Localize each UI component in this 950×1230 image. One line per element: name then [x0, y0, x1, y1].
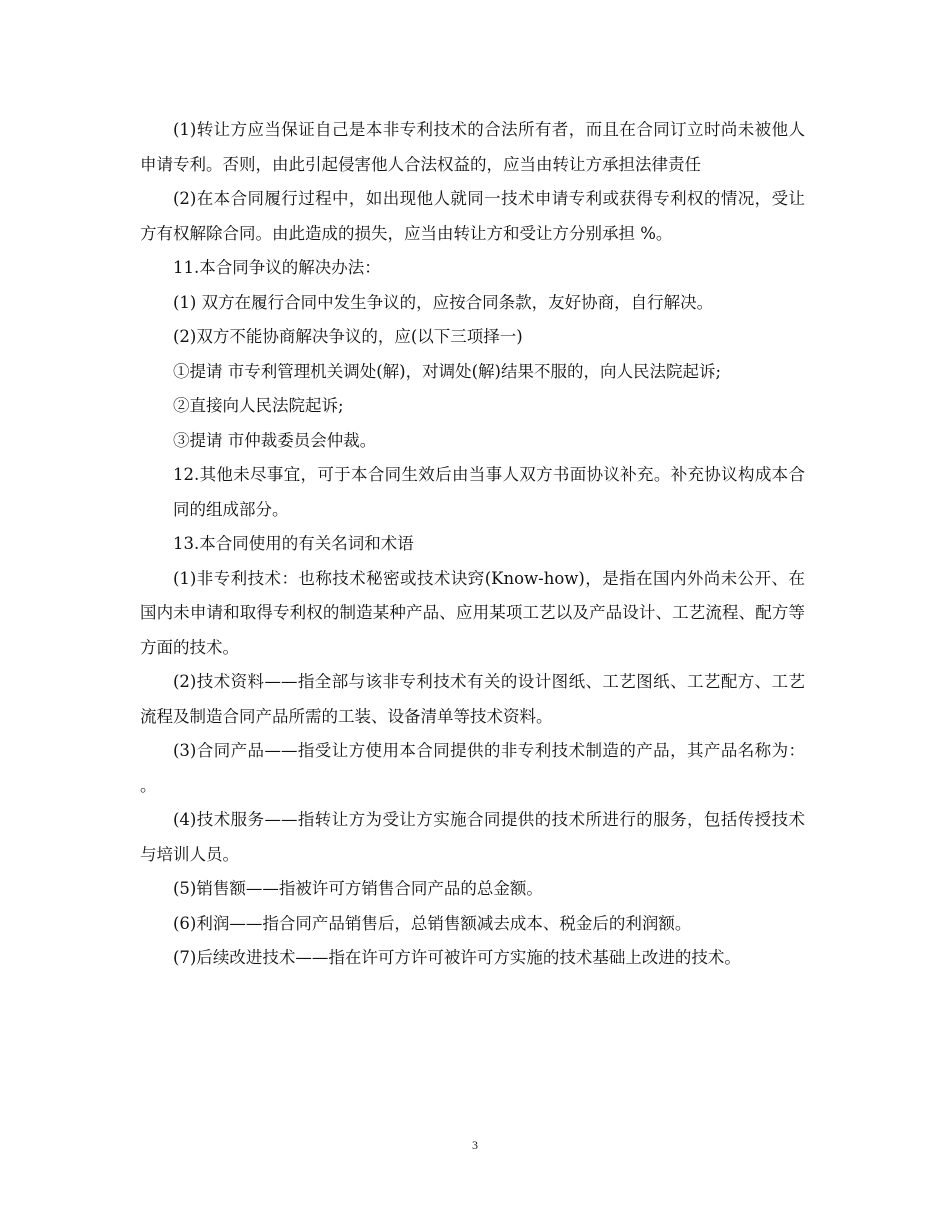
paragraph-term-improvement-technology: (7)后续改进技术——指在许可方许可被许可方实施的技术基础上改进的技术。 [173, 948, 741, 967]
paragraph-option-1: ①提请 市专利管理机关调处(解)，对调处(解)结果不服的，向人民法院起诉; [173, 361, 722, 381]
paragraph-option-3: ③提请 市仲裁委员会仲裁。 [173, 430, 377, 450]
paragraph-section-12: 12.其他未尽事宜，可于本合同生效后由当事人双方书面协议补充。补充协议构成本合同的组成部分。 [173, 465, 805, 519]
document-body [140, 113, 805, 976]
paragraph-term-non-patent-technology: (1)非专利技术：也称技术秘密或技术诀窍(Know-how)，是指在国内外尚未公开、在国内未申请和取得专利权的制造某种产品、应用某项工艺以及产品设计、工艺流程、配方等方面的技术。 [140, 568, 805, 657]
paragraph-term-technical-service: (4)技术服务——指转让方为受让方实施合同提供的技术所进行的服务，包括传授技术与培训人员。 [140, 810, 805, 864]
paragraph-term-sales-amount: (5)销售额——指被许可方销售合同产品的总金额。 [173, 879, 543, 898]
paragraph-transferor-guarantee: (1)转让方应当保证自己是本非专利技术的合法所有者，而且在合同订立时尚未被他人申请专利。否则，由此引起侵害他人合法权益的，应当由转让方承担法律责任 [140, 120, 805, 174]
paragraph-dispute-options: (2)双方不能协商解决争议的，应(以下三项择一) [173, 327, 523, 346]
paragraph-option-2: ②直接向人民法院起诉; [173, 396, 344, 415]
paragraph-section-13-heading: 13.本合同使用的有关名词和术语 [173, 534, 414, 553]
paragraph-term-technical-data: (2)技术资料——指全部与该非专利技术有关的设计图纸、工艺图纸、工艺配方、工艺流程及制造合同产品所需的工装、设备清单等技术资料。 [140, 672, 805, 726]
paragraph-dispute-negotiation: (1) 双方在履行合同中发生争议的，应按合同条款，友好协商，自行解决。 [173, 292, 714, 312]
paragraph-term-contract-product: (3)合同产品——指受让方使用本合同提供的非专利技术制造的产品，其产品名称为： 。 [140, 741, 805, 795]
paragraph-contract-termination: (2)在本合同履行过程中，如出现他人就同一技术申请专利或获得专利权的情况，受让方有权解除合同。由此造成的损失，应当由转让方和受让方分别承担 %。 [140, 189, 805, 243]
paragraph-term-profit: (6)利润——指合同产品销售后，总销售额减去成本、税金后的利润额。 [173, 913, 692, 933]
page-number: 3 [472, 1138, 478, 1152]
paragraph-section-11-heading: 11.本合同争议的解决办法： [173, 258, 381, 277]
